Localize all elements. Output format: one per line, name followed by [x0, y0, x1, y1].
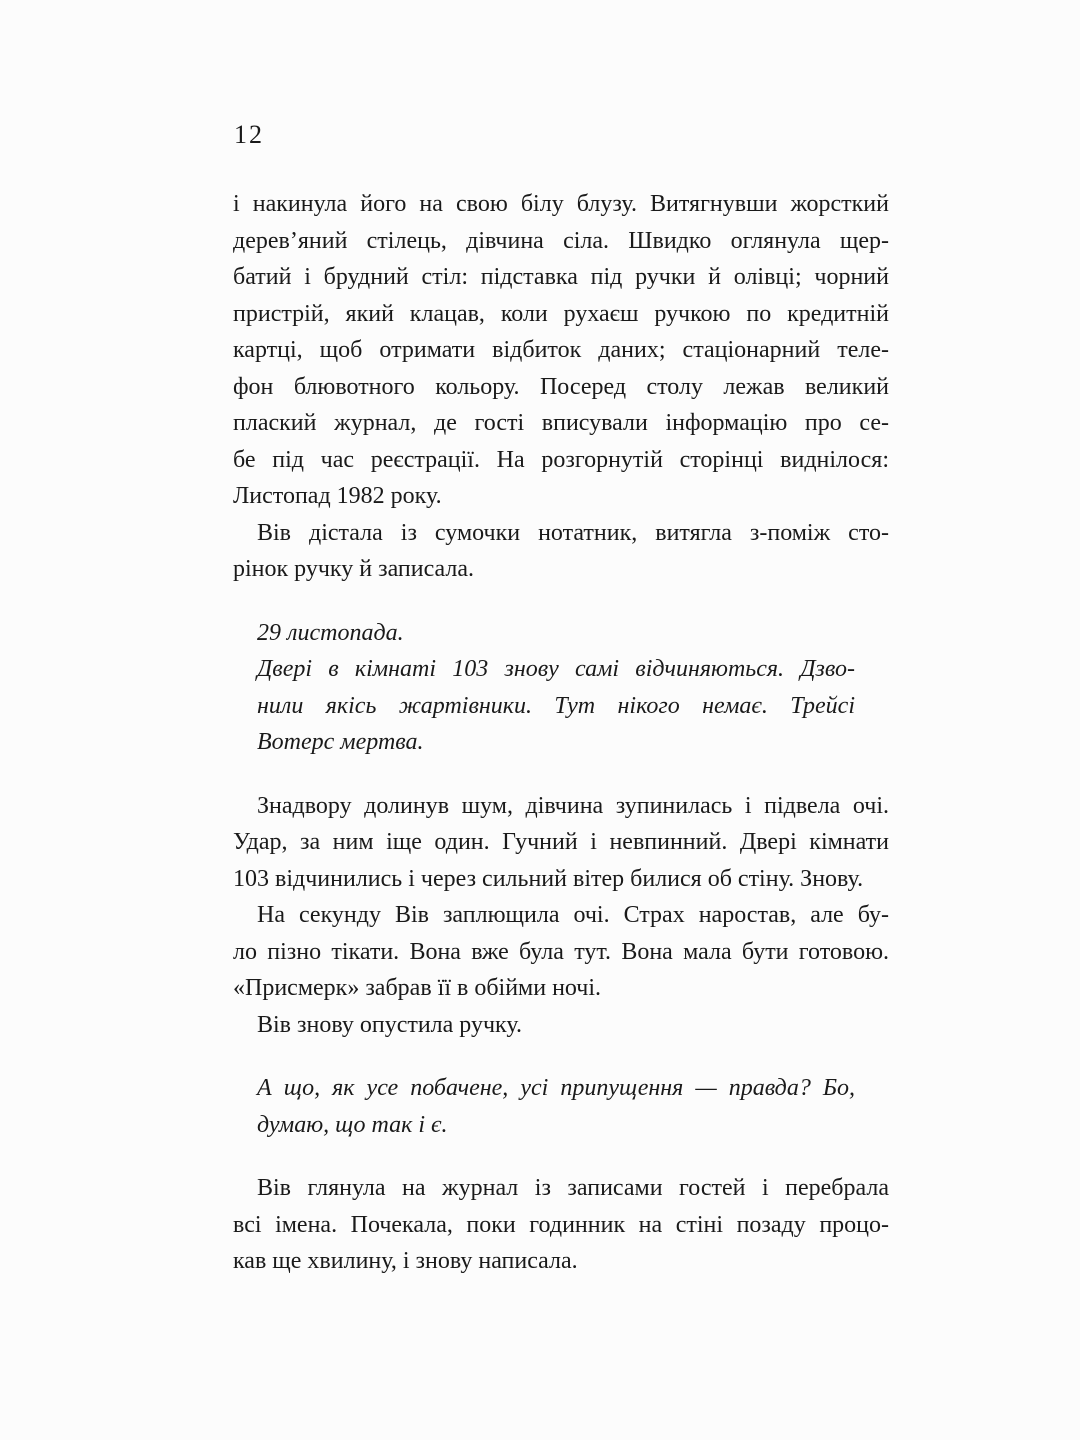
- text-line: фон блювотного кольору. Посеред столу лежав великий: [233, 373, 889, 400]
- paragraph: [233, 1170, 889, 1280]
- paragraph: [233, 897, 889, 1007]
- text-line: Вотерс мертва.: [257, 729, 424, 755]
- text-block: [233, 186, 889, 1280]
- text-line: «Присмерк» забрав її в обійми ночі.: [233, 975, 602, 1001]
- text-line: і накинула його на свою білу блузу. Витягнувши жорсткий: [233, 191, 889, 217]
- text-line: Знадвору долинув шум, дівчина зупинилась і підвела очі.: [257, 792, 889, 819]
- page-number: 12: [234, 120, 264, 149]
- text-line: рінок ручку й записала.: [233, 556, 475, 582]
- text-line: Удар, за ним іще один. Гучний і невпинний. Двері кімнати: [233, 829, 889, 855]
- text-line: всі імена. Почекала, поки годинник на стіні позаду процо-: [233, 1211, 889, 1238]
- text-line: дерев’яний стілець, дівчина сіла. Швидко оглянула щер-: [233, 227, 889, 254]
- text-line: Вів глянула на журнал із записами гостей і перебрала: [257, 1175, 889, 1201]
- text-line: кав ще хвилину, і знову написала.: [233, 1248, 578, 1274]
- paragraph: [233, 515, 889, 588]
- text-line: 29 листопада.: [257, 619, 404, 646]
- paragraph: [233, 186, 889, 515]
- text-line: 103 відчинились і через сильний вітер билися об стіну. Знову.: [233, 865, 864, 892]
- text-line: На секунду Вів заплющила очі. Страх наростав, але бу-: [257, 902, 889, 928]
- journal-entry: [257, 615, 855, 761]
- text-line: Двері в кімнаті 103 знову самі відчиняються. Дзво-: [257, 656, 855, 682]
- text-line: Вів знову опустила ручку.: [257, 1011, 522, 1038]
- text-line: Вів дістала із сумочки нотатник, витягла з-поміж сто-: [257, 519, 889, 546]
- paragraph: [233, 1007, 889, 1044]
- text-line: нили якісь жартівники. Тут нікого немає. Трейсі: [257, 692, 855, 719]
- text-line: плаский журнал, де гості вписували інформацію про се-: [233, 410, 889, 436]
- journal-entry: [257, 1070, 855, 1143]
- text-line: А що, як усе побачене, усі припущення — правда? Бо,: [257, 1075, 855, 1101]
- text-line: ло пізно тікати. Вона вже була тут. Вона мала бути готовою.: [233, 938, 889, 965]
- text-line: думаю, що так і є.: [257, 1111, 448, 1138]
- text-line: бе під час реєстрації. На розгорнутій сторінці виднілося:: [233, 446, 889, 473]
- text-line: пристрій, який клацав, коли рухаєш ручкою по кредитній: [233, 300, 889, 327]
- text-line: Листопад 1982 року.: [233, 483, 442, 509]
- text-line: батий і брудний стіл: підставка під ручки й олівці; чорний: [233, 264, 889, 290]
- paragraph: [233, 788, 889, 898]
- text-line: картці, щоб отримати відбиток даних; стаціонарний теле-: [233, 337, 889, 363]
